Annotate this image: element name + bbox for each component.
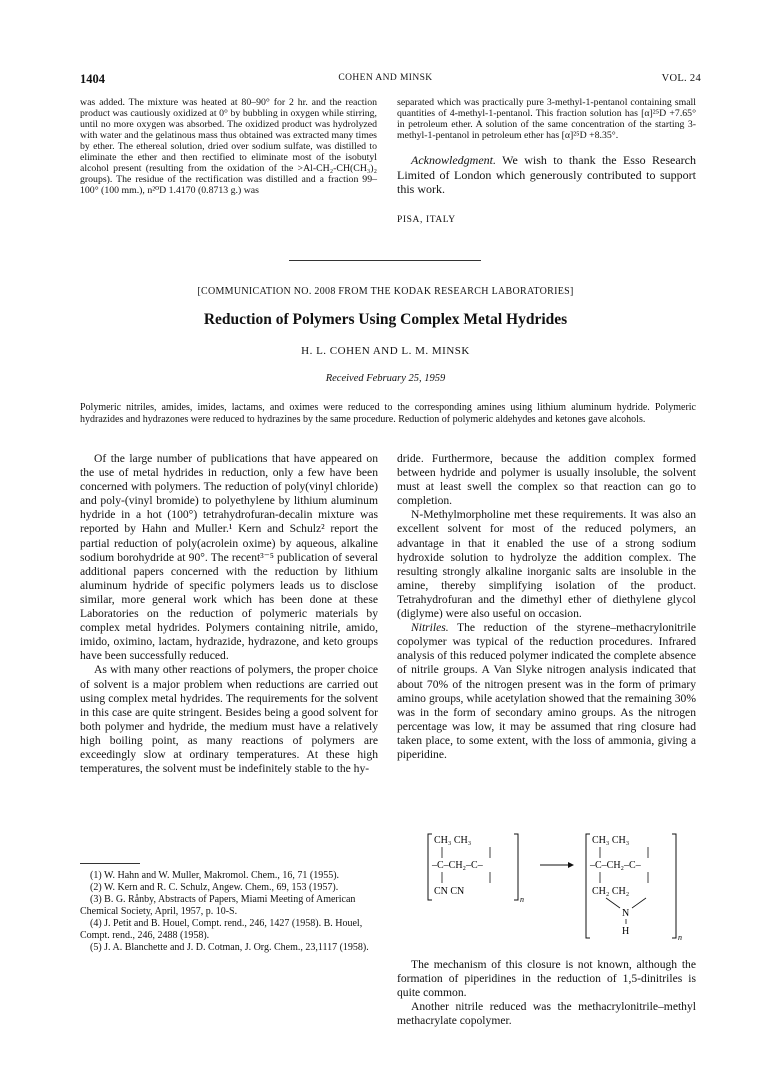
authors: H. L. COHEN AND L. M. MINSK (301, 345, 470, 357)
footnote: (2) W. Kern and R. C. Schulz, Angew. Chem., 69, 153 (1957). (90, 882, 339, 893)
acknowledgment-label: Acknowledgment. (411, 153, 496, 167)
footnotes (80, 870, 378, 954)
body-column-right-continued (397, 958, 696, 1028)
body-paragraph-text: The reduction of the styrene–methacrylonitrile copolymer was typical of the reduction procedures. Infrared analysis of this reduced polymer indicated the complete absence of nitrile groups. A Van Slyke nitrogen analysis indicated that about 70% of the nitrogen present was in the form of primary amino groups, while acetylation showed that the remaining 30% was in the form of secondary amino groups. As the nitrogen percentage was low, it may be assumed that ring closure had taken place, to some extent, with the loss of ammonia, giving a piperidine. (397, 621, 696, 761)
received-date: Received February 25, 1959 (325, 373, 446, 384)
reaction-arrow (540, 862, 574, 868)
page-header (0, 72, 771, 88)
acknowledgment (397, 153, 696, 197)
running-title: COHEN AND MINSK (338, 73, 433, 83)
body-paragraph: As with many other reactions of polymers, the proper choice of solvent is a major problem when reductions are carried out using complex metal hydrides. The requirements for the solvent in this case are quite stringent. Besides being a good solvent for both polymer and hydride, the medium must have a relatively high boiling point, as many reactions of polymers are exceedingly slow at ordinary temperatures. At these high temperatures, the solvent must be indefinitely stable to the hy- (80, 663, 378, 776)
reactant-bottom: CN CN (434, 886, 465, 897)
section-divider (289, 260, 481, 261)
body-paragraph: Of the large number of publications that have appeared on the use of metal hydrides in reduction, only a few have been concerned with polymers. The reduction of poly(vinyl chloride) and poly-(vinyl bromide) to polyethylene by lithium aluminum hydride in a hot (100°) tetrahydrofuran-decalin mixture was reported by Hahn and Muller.¹ Kern and Schulz² report the partial reduction of poly(acrolein oxime) by aqueous, alkaline sodium borohydride at 90°. The recent³⁻⁵ publication of several additional papers concerned with the reduction by lithium aluminum hydride of specific polymers leads us to disclose similar, more general work which has been done at these Laboratories on the reduction of polymeric materials by complex metal hydrides. Polymers containing nitrile, amido, imido, oximino, lactam, hydrazide, hydrazone, and keto groups have been successfully reduced. (80, 452, 378, 663)
product-top: CH₃ CH₃ (592, 835, 630, 846)
body-paragraph: dride. Furthermore, because the addition complex formed between hydride and polymer is usually insoluble, the solvent must at least swell the complex so that reaction can go to completion. (397, 452, 696, 508)
repeat-subscript: n (678, 933, 682, 942)
body-paragraph (397, 621, 696, 762)
page-number: 1404 (80, 72, 105, 86)
footnote: (3) B. G. Rånby, Abstracts of Papers, Miami Meeting of American Chemical Society, April, 1957, p. 10-S. (80, 894, 356, 917)
body-column-right (397, 452, 696, 762)
previous-article-text-left: was added. The mixture was heated at 80–90° for 2 hr. and the reaction product was cautiously oxidized at 0° by bubbling in oxygen while stirring, until no more oxygen was absorbed. The oxidized product was hydrolyzed with water and the gelatinous mass thus obtained was extracted many times by ether. The ethereal solution, dried over sodium sulfate, was distilled to eliminate the ether and then rectified to eliminate most of the isobutyl alcohol present (resulting from the oxidation of the >Al-CH₂-CH(CH₃)₂ groups). The residue of the rectification was distilled and a fraction 99–100° (100 mm.), n²⁰D 1.4170 (0.8713 g.) was (80, 97, 377, 196)
acknowledgment-text: We wish to thank the Esso Research Limited of London which generously contributed to support this work. (397, 153, 696, 196)
section-label-nitriles: Nitriles. (411, 621, 449, 635)
previous-article-column-left (80, 97, 377, 196)
product-structure (586, 834, 682, 942)
footnote-rule (80, 863, 140, 864)
arrow-head (568, 862, 574, 868)
abstract: Polymeric nitriles, amides, imides, lactams, and oximes were reduced to the corresponding amines using lithium aluminum hydride. Polymeric hydrazides and hydrazones were reduced to hydrazines by the same procedure. Reduction of polymeric aldehydes and ketones gave alcohols. (80, 402, 696, 425)
bond-line (632, 898, 646, 908)
body-paragraph: Another nitrile reduced was the methacrylonitrile–methyl methacrylate copolymer. (397, 1000, 696, 1028)
product-ring-bottom: CH₂ CH₂ (592, 886, 630, 897)
bond-line (606, 898, 620, 908)
communication-note: [COMMUNICATION NO. 2008 FROM THE KODAK RESEARCH LABORATORIES] (197, 286, 574, 297)
body-paragraph: The mechanism of this closure is not known, although the formation of piperidines in the reduction of 1,5-dinitriles is quite common. (397, 958, 696, 1000)
ring-nitrogen: N (622, 908, 630, 919)
reaction-scheme (420, 828, 696, 953)
article-title: Reduction of Polymers Using Complex Metal Hydrides (203, 311, 568, 328)
reactant-backbone: –C–CH₂–C– (432, 860, 483, 871)
ring-hydrogen: H (622, 926, 630, 937)
reactant-structure (428, 834, 524, 904)
right-bracket (672, 834, 676, 938)
product-backbone: –C–CH₂–C– (590, 860, 641, 871)
previous-article-column-right (397, 97, 696, 226)
footnote: (1) W. Hahn and W. Muller, Makromol. Chem., 16, 71 (1955). (90, 870, 340, 881)
footnote: (5) J. A. Blanchette and J. D. Cotman, J. Org. Chem., 23,1117 (1958). (90, 942, 369, 953)
body-paragraph: N-Methylmorpholine met these requirements. It was also an excellent solvent for most of the reduced polymers, an advantage in that it enabled the use of a strong sodium hydroxide solution to hydrolyze the addition complex. The resulting strongly alkaline inorganic salts are insoluble in the amine, thereby simplifying isolation of the product. Tetrahydrofuran and the dimethyl ether of diethylene glycol (diglyme) were also useful on occasion. (397, 508, 696, 621)
footnote: (4) J. Petit and B. Houel, Compt. rend., 246, 1427 (1958). B. Houel, Compt. rend., 246, 2488 (1958). (80, 918, 363, 941)
previous-article-text-right: separated which was practically pure 3-methyl-1-pentanol containing small quantities of 4-methyl-1-pentanol. This fraction solution has [α]²⁵D +7.65° in petroleum ether. A solution of the same concentration of the starting 3-methyl-1-pentanol in petroleum ether has [α]²⁵D +8.35°. (397, 97, 696, 141)
repeat-subscript: n (520, 895, 524, 904)
body-column-left (80, 452, 378, 776)
right-bracket (514, 834, 518, 900)
reactant-top: CH₃ CH₃ (434, 835, 472, 846)
left-bracket (586, 834, 590, 938)
location: PISA, ITALY (397, 214, 456, 225)
volume-label: VOL. 24 (661, 73, 701, 84)
